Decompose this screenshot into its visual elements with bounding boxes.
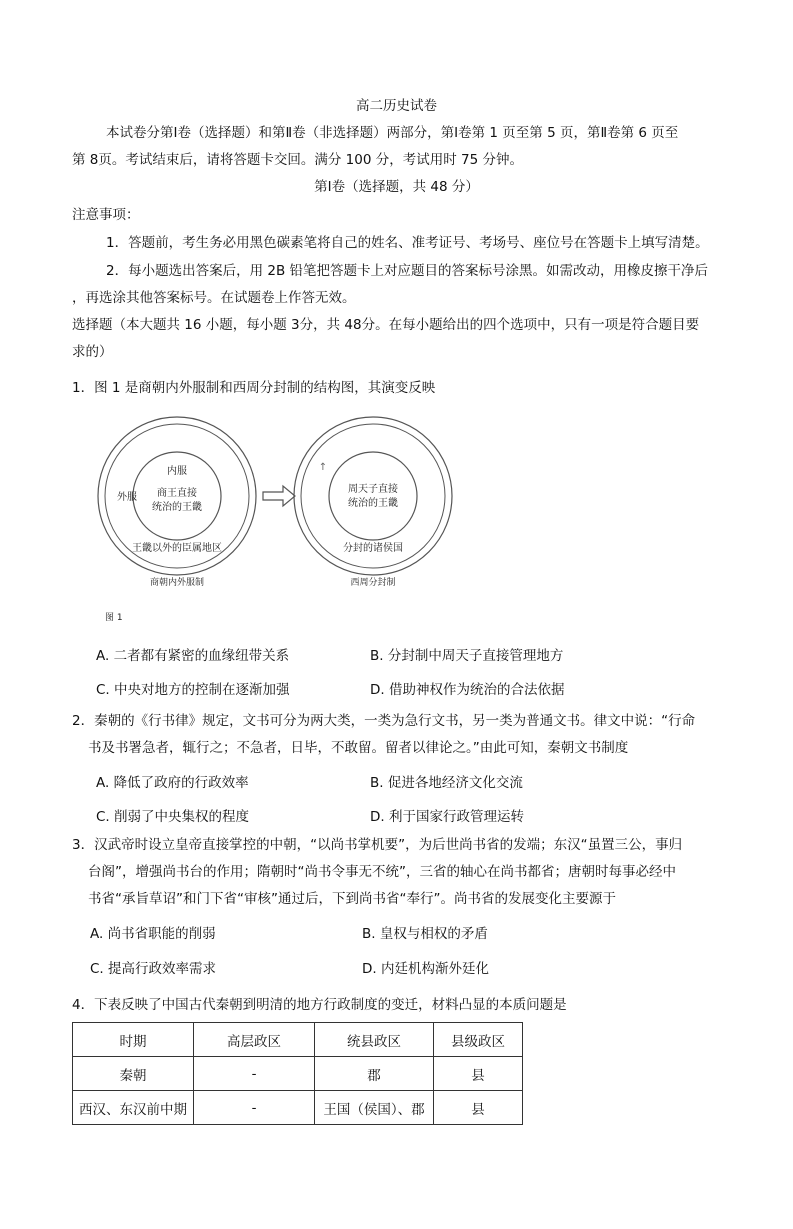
label-right-inner-b: 统治的王畿 [348, 498, 398, 509]
figure-label: 图 1 [105, 613, 123, 623]
q3-stem-2: 台阁”，增强尚书台的作用；隋朝时“尚书令事无不统”，三省的轴心在尚书都省；唐朝时每事必经中 [88, 864, 676, 880]
q2-option-d: D. 利于国家行政管理运转 [370, 809, 524, 825]
section-intro-2: 求的） [72, 344, 113, 360]
table-cell: 县 [434, 1091, 523, 1125]
inner-circle-right [329, 452, 417, 540]
q2-option-c: C. 削弱了中央集权的程度 [96, 809, 250, 825]
table-header-cell: 统县政区 [315, 1023, 434, 1057]
q3-option-a: A. 尚书省职能的削弱 [90, 926, 216, 942]
q3-option-c: C. 提高行政效率需求 [90, 961, 217, 977]
table-row [73, 1057, 523, 1091]
svg-text:↑: ↑ [318, 462, 328, 473]
label-left-inner-a: 商王直接 [157, 488, 197, 499]
arrow-icon [263, 486, 295, 506]
q2-option-a: A. 降低了政府的行政效率 [96, 775, 249, 791]
label-left-ring: 王畿以外的臣属地区 [132, 543, 222, 554]
label-right-inner-a: 周天子直接 [348, 484, 398, 495]
q1-option-d: D. 借助神权作为统治的合法依据 [370, 682, 565, 698]
table-header-cell: 县级政区 [434, 1023, 523, 1057]
table-cell: 县 [434, 1057, 523, 1091]
table-header-row [73, 1023, 523, 1057]
intro-line-1: 本试卷分第Ⅰ卷（选择题）和第Ⅱ卷（非选择题）两部分，第Ⅰ卷第 1 页至第 5 页，第Ⅱ卷第 6 页至 [106, 125, 679, 141]
section-intro: 选择题（本大题共 16 小题，每小题 3分，共 48分。在每小题给出的四个选项中，只有一项是符合题目要 [72, 317, 700, 333]
region-table [72, 1022, 523, 1125]
note-2a: 2．每小题选出答案后，用 2B 铅笔把答题卡上对应题目的答案标号涂黑。如需改动，用橡皮擦干净后 [106, 263, 709, 279]
note-2b: ，再选涂其他答案标号。在试题卷上作答无效。 [72, 290, 356, 306]
page-title: 高二历史试卷 [356, 98, 437, 114]
note-1: 1．答题前，考生务必用黑色碳素笔将自己的姓名、准考证号、考场号、座位号在答题卡上填写清楚。 [106, 235, 709, 251]
q1-option-b: B. 分封制中周天子直接管理地方 [370, 648, 564, 664]
label-inner-service: 内服 [167, 466, 187, 477]
table-row [73, 1091, 523, 1125]
table-cell: 王国（侯国）、郡 [315, 1091, 434, 1125]
intro-line-2: 第 8页。考试结束后，请将答题卡交回。满分 100 分，考试用时 75 分钟。 [72, 152, 523, 168]
q2-option-b: B. 促进各地经济文化交流 [370, 775, 523, 791]
table-cell: 西汉、东汉前中期 [73, 1091, 194, 1125]
table-header-cell: 时期 [73, 1023, 194, 1057]
label-left-inner-b: 统治的王畿 [152, 502, 202, 513]
q3-stem-1: 3．汉武帝时设立皇帝直接掌控的中朝，“以尚书掌机要”，为后世尚书省的发端；东汉“虽置三公，事归 [72, 837, 683, 853]
part-heading: 第Ⅰ卷（选择题，共 48 分） [314, 179, 479, 195]
table-header-cell: 高层政区 [194, 1023, 315, 1057]
table-cell: 郡 [315, 1057, 434, 1091]
label-outer-service: 外服 [117, 492, 137, 503]
q2-stem-2: 书及书署急者，辄行之；不急者，日毕，不敢留。留者以律论之。”由此可知，秦朝文书制度 [88, 740, 629, 756]
notes-title: 注意事项： [72, 207, 140, 223]
table-cell: 秦朝 [73, 1057, 194, 1091]
q1-option-c: C. 中央对地方的控制在逐渐加强 [96, 682, 290, 698]
table-cell: - [194, 1057, 315, 1091]
caption-left: 商朝内外服制 [149, 578, 205, 588]
q3-stem-3: 书省“承旨草诏”和门下省“审核”通过后，下到尚书省“奉行”。尚书省的发展变化主要源于 [88, 891, 616, 907]
q1-option-a: A. 二者都有紧密的血缘纽带关系 [96, 648, 290, 664]
label-right-ring: 分封的诸侯国 [343, 543, 403, 554]
caption-right: 西周分封制 [350, 578, 396, 588]
table-cell: - [194, 1091, 315, 1125]
q1-stem: 1．图 1 是商朝内外服制和西周分封制的结构图，其演变反映 [72, 380, 436, 396]
q1-figure [97, 412, 457, 634]
structure-diagram [97, 412, 457, 634]
q4-stem: 4．下表反映了中国古代秦朝到明清的地方行政制度的变迁，材料凸显的本质问题是 [72, 997, 567, 1013]
q3-option-b: B. 皇权与相权的矛盾 [362, 926, 488, 942]
q3-option-d: D. 内廷机构渐外廷化 [362, 961, 489, 977]
q2-stem-1: 2．秦朝的《行书律》规定，文书可分为两大类，一类为急行文书，另一类为普通文书。律文中说：“行命 [72, 713, 696, 729]
